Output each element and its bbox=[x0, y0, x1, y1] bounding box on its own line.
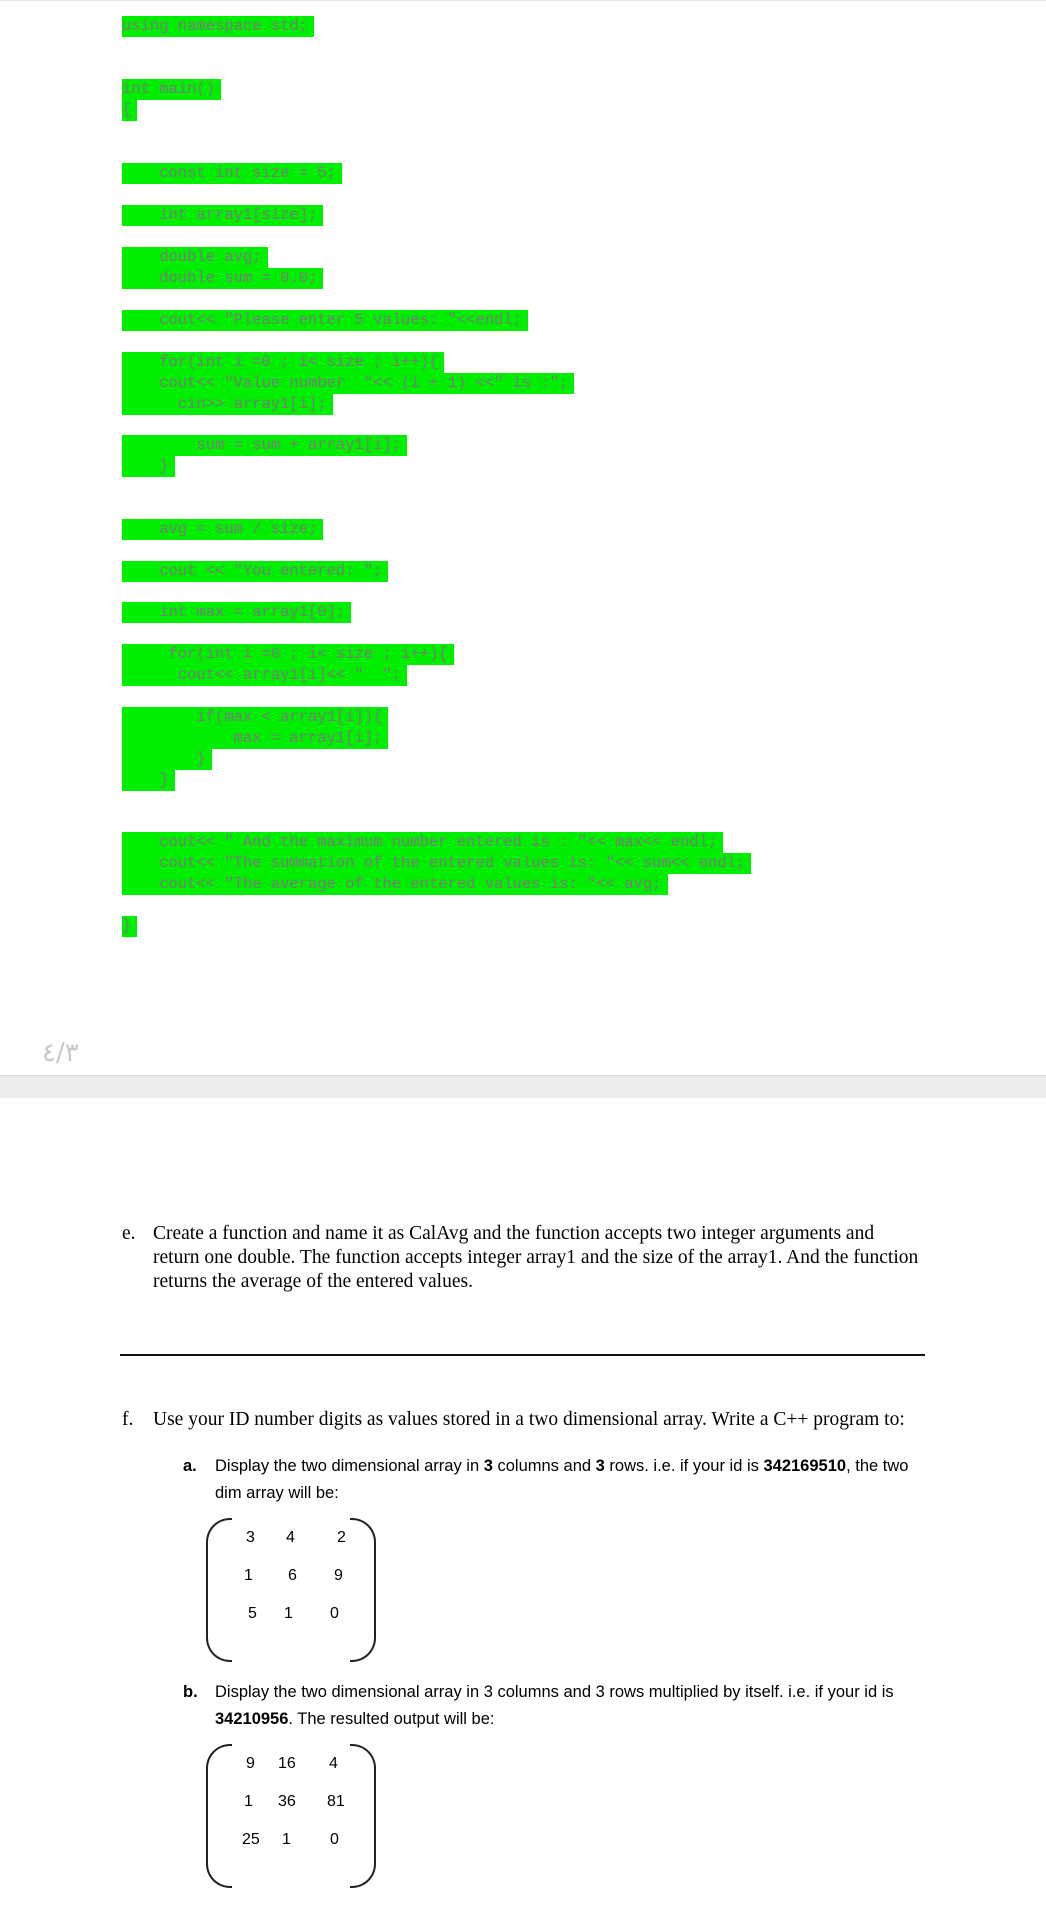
code-line: } bbox=[122, 749, 212, 770]
matrix-cell: 1 bbox=[282, 1831, 291, 1848]
code-line: cout<< "Please enter 5 values: "<<endl; bbox=[122, 310, 528, 331]
code-listing bbox=[122, 832, 751, 895]
code-listing bbox=[122, 644, 454, 686]
code-line: } bbox=[122, 916, 137, 937]
code-line: double avg; bbox=[122, 247, 268, 268]
matrix-cell: 9 bbox=[334, 1567, 343, 1584]
code-line: max = array1[i]; bbox=[122, 728, 388, 749]
subquestion-a-marker: a. bbox=[183, 1457, 197, 1475]
matrix-cell: 25 bbox=[242, 1831, 260, 1848]
code-line: } bbox=[122, 456, 175, 477]
question-e-marker: e. bbox=[122, 1223, 136, 1244]
code-line: } bbox=[122, 770, 175, 791]
code-line: cout<< " And the maximum number entered is : "<< max<< endl; bbox=[122, 832, 723, 853]
code-listing bbox=[122, 310, 528, 331]
page-break bbox=[0, 1075, 1046, 1099]
matrix-example-a bbox=[206, 1518, 376, 1658]
code-line: { bbox=[122, 100, 137, 121]
code-line: cout<< "The summation of the entered values is: "<< sum<< endl; bbox=[122, 853, 751, 874]
matrix-example-b bbox=[206, 1744, 376, 1884]
matrix-cell: 5 bbox=[248, 1605, 257, 1622]
code-line: int main() bbox=[122, 79, 221, 100]
code-listing bbox=[122, 352, 574, 415]
matrix-cell: 1 bbox=[284, 1605, 293, 1622]
matrix-cell: 0 bbox=[330, 1605, 339, 1622]
subquestion-a-text: Display the two dimensional array in 3 columns and 3 rows. i.e. if your id is 342169510, the two dim array will be: bbox=[215, 1457, 909, 1502]
matrix-cell: 0 bbox=[330, 1831, 339, 1848]
left-parenthesis bbox=[206, 1518, 232, 1662]
code-listing bbox=[122, 519, 323, 540]
code-listing bbox=[122, 205, 323, 226]
matrix-cell: 1 bbox=[244, 1567, 253, 1584]
matrix-cell: 1 bbox=[244, 1793, 253, 1810]
question-f-text: Use your ID number digits as values stored in a two dimensional array. Write a C++ program to: bbox=[153, 1409, 905, 1430]
code-line: using namespace std; bbox=[122, 16, 314, 37]
code-listing bbox=[122, 707, 388, 791]
code-listing bbox=[122, 163, 342, 184]
question-e-text: Create a function and name it as CalAvg and the function accepts two integer arguments and return one double. The function accepts integer array1 and the size of the array1. And the function returns the average of the entered values. bbox=[153, 1223, 919, 1292]
subquestion-b-marker: b. bbox=[183, 1683, 198, 1701]
code-line: cout<< "Value number "<< (i + 1) <<" is :"; bbox=[122, 373, 574, 394]
question-f-marker: f. bbox=[122, 1409, 134, 1430]
matrix-cell: 2 bbox=[337, 1529, 346, 1546]
code-line: int array1[size]; bbox=[122, 205, 323, 226]
code-line: cout<< "The average of the entered values is: "<< avg; bbox=[122, 874, 668, 895]
code-listing bbox=[122, 16, 314, 37]
code-listing bbox=[122, 561, 388, 582]
code-line: cin>> array1[i]; bbox=[122, 394, 333, 415]
horizontal-rule bbox=[120, 1354, 925, 1356]
code-listing bbox=[122, 79, 221, 121]
code-listing bbox=[122, 602, 351, 623]
matrix-cell: 4 bbox=[329, 1755, 338, 1772]
page-number: ٤/٣ bbox=[42, 1038, 79, 1068]
matrix-cell: 6 bbox=[288, 1567, 297, 1584]
code-line: int max = array1[0]; bbox=[122, 602, 351, 623]
code-listing bbox=[122, 247, 323, 289]
matrix-cell: 16 bbox=[278, 1755, 296, 1772]
matrix-cell: 3 bbox=[246, 1529, 255, 1546]
code-line: if(max < array1[i]){ bbox=[122, 707, 388, 728]
right-parenthesis bbox=[350, 1518, 376, 1662]
code-line: for(int i =0 ; i< size ; i++){ bbox=[122, 644, 454, 665]
code-line: sum = sum + array1[i]; bbox=[122, 435, 407, 456]
code-line: double sum = 0.0; bbox=[122, 268, 323, 289]
code-listing bbox=[122, 435, 407, 477]
matrix-cell: 9 bbox=[246, 1755, 255, 1772]
right-parenthesis bbox=[350, 1744, 376, 1888]
matrix-cell: 36 bbox=[278, 1793, 296, 1810]
code-line: avg = sum / size; bbox=[122, 519, 323, 540]
left-parenthesis bbox=[206, 1744, 232, 1888]
matrix-cell: 4 bbox=[286, 1529, 295, 1546]
subquestion-b-text: Display the two dimensional array in 3 columns and 3 rows multiplied by itself. i.e. if your id is 34210956. The resulted output will be: bbox=[215, 1683, 894, 1728]
code-line: cout<< array1[i]<< " "; bbox=[122, 665, 407, 686]
code-line: for(int i =0 ; i< size ; i++){ bbox=[122, 352, 444, 373]
code-line: cout << "You entered: "; bbox=[122, 561, 388, 582]
matrix-cell: 81 bbox=[327, 1793, 345, 1810]
code-listing bbox=[122, 916, 137, 937]
code-line: const int size = 5; bbox=[122, 163, 342, 184]
